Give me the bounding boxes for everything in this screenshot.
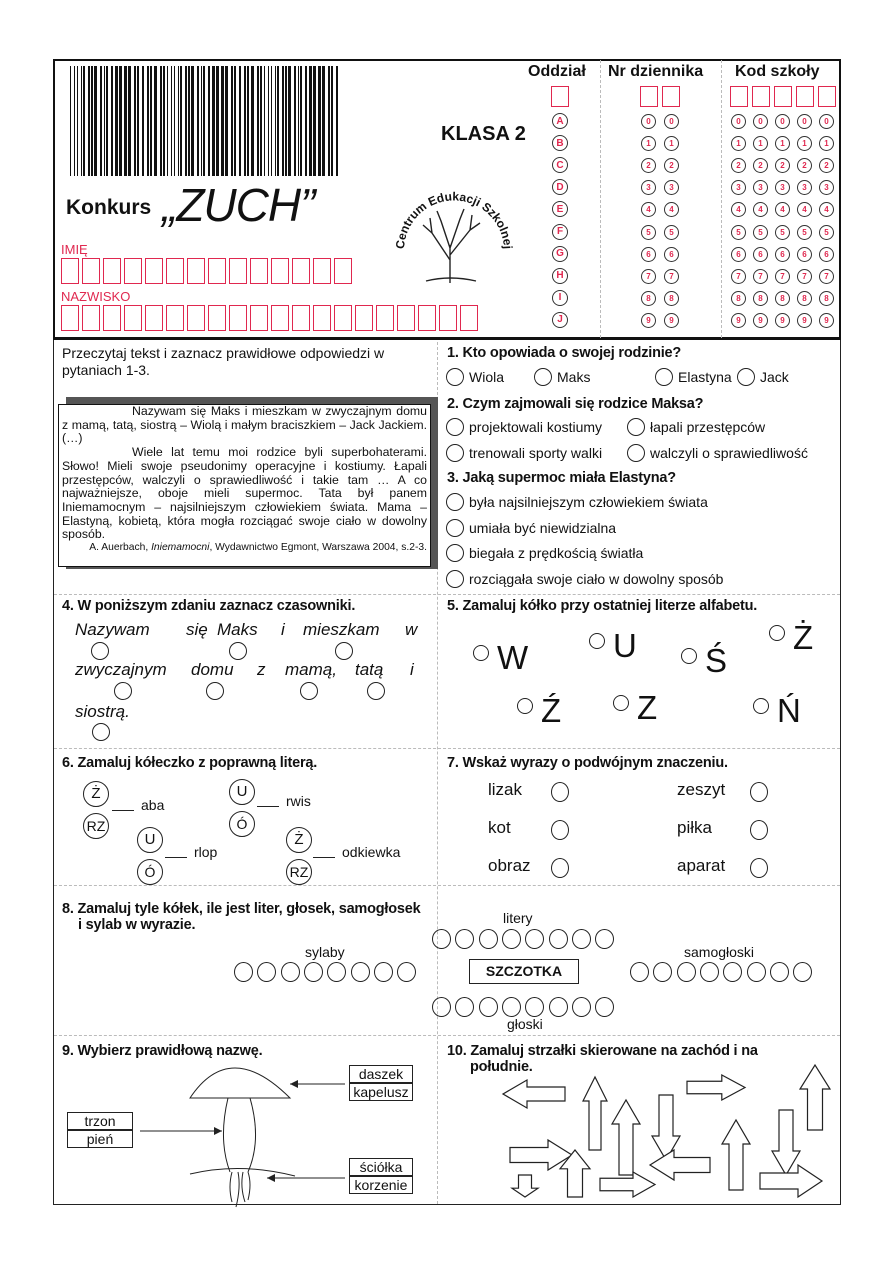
oddzial-option[interactable]: E xyxy=(552,201,568,217)
kod-digit-option[interactable]: 2 xyxy=(797,158,812,173)
letter-option[interactable]: Ó xyxy=(137,859,163,885)
arrow-right-icon[interactable] xyxy=(760,1165,822,1197)
arrow-up-icon[interactable] xyxy=(612,1100,640,1175)
q2-title: 2. Czym zajmowali się rodzice Maksa? xyxy=(447,396,704,412)
kod-digit-option[interactable]: 5 xyxy=(775,225,790,240)
kod-digit-option[interactable]: 5 xyxy=(753,225,768,240)
q4-title: 4. W poniższym zdaniu zaznacz czasowniki. xyxy=(62,598,356,614)
nr-digit-option[interactable]: 8 xyxy=(641,291,656,306)
sentence-word: tatą xyxy=(355,660,384,679)
kod-digit-option[interactable]: 6 xyxy=(797,247,812,262)
q1-option: Elastyna xyxy=(678,369,732,385)
kod-digit-option[interactable]: 4 xyxy=(775,202,790,217)
oddzial-option[interactable]: J xyxy=(552,312,568,328)
letter-option[interactable]: RZ xyxy=(83,813,109,839)
header-nr-dziennika: Nr dziennika xyxy=(608,63,704,80)
header-oddzial: Oddział xyxy=(528,63,586,80)
word-ending: odkiewka xyxy=(342,844,401,860)
nr-digit-option[interactable]: 0 xyxy=(664,114,679,129)
q8-title: 8. Zamaluj tyle kółek, ile jest liter, głosek, samogłosek xyxy=(62,901,421,917)
source-author: A. Auerbach, xyxy=(89,542,152,554)
kod-digit-option[interactable]: 5 xyxy=(731,225,746,240)
arrow-up-icon[interactable] xyxy=(583,1077,607,1150)
class-label: KLASA 2 xyxy=(441,123,526,145)
nr-digit-option[interactable]: 4 xyxy=(641,202,656,217)
last-name-label: NAZWISKO xyxy=(61,289,131,304)
kod-digit-option[interactable]: 9 xyxy=(775,313,790,328)
kod-digit-option[interactable]: 8 xyxy=(819,291,834,306)
q6-title: 6. Zamaluj kółeczko z poprawną literą. xyxy=(62,755,318,771)
kod-digit-option[interactable]: 0 xyxy=(797,114,812,129)
nr-digit-option[interactable]: 6 xyxy=(664,247,679,262)
name-option[interactable]: korzenie xyxy=(349,1176,413,1194)
nr-digit-option[interactable]: 2 xyxy=(641,158,656,173)
word-ending: aba xyxy=(141,797,165,813)
q3-option: rozciągała swoje ciało w dowolny sposób xyxy=(469,570,724,587)
sentence-word: się xyxy=(186,620,208,639)
letter-option[interactable]: U xyxy=(229,779,255,805)
arrow-down-icon[interactable] xyxy=(512,1175,538,1197)
kod-digit-option[interactable]: 4 xyxy=(819,202,834,217)
q5-title: 5. Zamaluj kółko przy ostatniej literze alfabetu. xyxy=(447,598,758,614)
reading-p2: Wiele lat temu moi rodzice byli superbohaterami. Słowo! Mieli swoje pseudonimy operacyjne i kostiumy. Łapali przestępców, walczyli o sprawiedliwość i takie tam … A co najważniejsze, oboje mieli supermoc. Tata był panem Iniemamocnym – najsilniejszym człowiekiem świata. Mama – Elastyną, kobietą, która mogła rozciągać swoje ciało w dowolny sposób. xyxy=(62,445,427,542)
arrow-right-icon[interactable] xyxy=(600,1172,655,1197)
letter-option[interactable]: Ż xyxy=(286,827,312,853)
arrow-left-icon[interactable] xyxy=(650,1150,710,1180)
q9-title: 9. Wybierz prawidłową nazwę. xyxy=(62,1043,263,1059)
nr-digit-option[interactable]: 8 xyxy=(664,291,679,306)
sentence-word: mieszkam xyxy=(303,620,380,639)
kod-digit-option[interactable]: 6 xyxy=(753,247,768,262)
label-litery: litery xyxy=(503,910,533,926)
meaning-word: kot xyxy=(488,818,511,837)
nr-digit-option[interactable]: 5 xyxy=(664,225,679,240)
nr-digit-option[interactable]: 0 xyxy=(641,114,656,129)
kod-digit-option[interactable]: 2 xyxy=(731,158,746,173)
q1-option: Wiola xyxy=(469,369,505,385)
kod-digit-option[interactable]: 9 xyxy=(753,313,768,328)
oddzial-option[interactable]: C xyxy=(552,157,568,173)
intro-text: Przeczytaj tekst i zaznacz prawidłowe odpowiedzi w pytaniach 1-3. xyxy=(62,345,385,378)
kod-digit-option[interactable]: 0 xyxy=(775,114,790,129)
sentence-word: i xyxy=(281,620,285,639)
letter-option[interactable]: U xyxy=(137,827,163,853)
kod-digit-option[interactable]: 5 xyxy=(797,225,812,240)
sentence-word: domu xyxy=(191,660,234,679)
word-box: SZCZOTKA xyxy=(469,959,579,984)
kod-digit-option[interactable]: 0 xyxy=(753,114,768,129)
q3-option: biegała z prędkością światła xyxy=(469,545,644,561)
kod-digit-option[interactable]: 7 xyxy=(775,269,790,284)
word-ending: rwis xyxy=(286,793,311,809)
arrow-down-icon[interactable] xyxy=(652,1095,680,1160)
kod-digit-option[interactable]: 7 xyxy=(731,269,746,284)
sentence-word: i xyxy=(410,660,414,679)
q1-option: Maks xyxy=(557,369,591,385)
q1-option: Jack xyxy=(760,369,789,385)
nr-digit-option[interactable]: 9 xyxy=(664,313,679,328)
q3-option: była najsilniejszym człowiekiem świata xyxy=(469,494,708,510)
q2-option: walczyli o sprawiedliwość xyxy=(650,445,808,461)
oddzial-option[interactable]: H xyxy=(552,268,568,284)
oddzial-option[interactable]: I xyxy=(552,290,568,306)
nr-digit-option[interactable]: 3 xyxy=(664,180,679,195)
kod-digit-option[interactable]: 3 xyxy=(819,180,834,195)
sentence-word: zwyczajnym xyxy=(75,660,167,679)
nr-digit-option[interactable]: 2 xyxy=(664,158,679,173)
q10-title: 10. Zamaluj strzałki skierowane na zachód i na xyxy=(447,1043,758,1059)
kod-digit-option[interactable]: 1 xyxy=(819,136,834,151)
nr-digit-option[interactable]: 4 xyxy=(664,202,679,217)
alphabet-letter: Ń xyxy=(777,692,801,729)
nr-digit-option[interactable]: 6 xyxy=(641,247,656,262)
contest-name: „ZUCH” xyxy=(162,179,315,231)
contest-label: Konkurs xyxy=(66,196,152,219)
reading-p1: Nazywam się Maks i mieszkam w zwyczajnym domu z mamą, tatą, siostrą – Wiolą i małym braciszkiem – Jack Jackiem. (…) xyxy=(62,404,427,446)
kod-digit-option[interactable]: 8 xyxy=(753,291,768,306)
sentence-word: mamą, xyxy=(285,660,337,679)
kod-digit-option[interactable]: 0 xyxy=(731,114,746,129)
kod-digit-option[interactable]: 9 xyxy=(797,313,812,328)
alphabet-letter: Ź xyxy=(541,692,562,729)
oddzial-option[interactable]: B xyxy=(552,135,568,151)
arrow-left-icon[interactable] xyxy=(503,1080,565,1108)
oddzial-option[interactable]: G xyxy=(552,246,568,262)
sentence-word: z xyxy=(257,660,266,679)
first-name-label: IMIĘ xyxy=(61,242,88,257)
kod-digit-option[interactable]: 1 xyxy=(775,136,790,151)
nr-digit-option[interactable]: 1 xyxy=(664,136,679,151)
meaning-word: zeszyt xyxy=(677,780,726,799)
alphabet-letter: W xyxy=(497,639,529,676)
logo-text-path: Centrum Edukacji Szkolnej xyxy=(392,189,515,250)
oddzial-option[interactable]: A xyxy=(552,113,568,129)
sentence-word: Maks xyxy=(217,620,258,639)
alphabet-letter: Ś xyxy=(705,642,728,679)
kod-digit-option[interactable]: 7 xyxy=(753,269,768,284)
meaning-word: piłka xyxy=(677,818,712,837)
source-title: Iniemamocni xyxy=(151,542,210,554)
nr-digit-option[interactable]: 9 xyxy=(641,313,656,328)
nr-digit-option[interactable]: 1 xyxy=(641,136,656,151)
sentence-word: Nazywam xyxy=(75,620,150,639)
q1-title: 1. Kto opowiada o swojej rodzinie? xyxy=(447,345,682,361)
kod-digit-option[interactable]: 4 xyxy=(753,202,768,217)
kod-digit-option[interactable]: 1 xyxy=(731,136,746,151)
kod-digit-option[interactable]: 3 xyxy=(731,180,746,195)
name-option[interactable]: ściółka xyxy=(349,1158,413,1176)
meaning-word: obraz xyxy=(488,856,531,875)
nr-digit-option[interactable]: 5 xyxy=(641,225,656,240)
kod-digit-option[interactable]: 5 xyxy=(819,225,834,240)
kod-digit-option[interactable]: 6 xyxy=(731,247,746,262)
sentence-word: siostrą. xyxy=(75,702,130,721)
kod-digit-option[interactable]: 1 xyxy=(753,136,768,151)
nr-digit-option[interactable]: 7 xyxy=(641,269,656,284)
q7-title: 7. Wskaż wyrazy o podwójnym znaczeniu. xyxy=(447,755,728,771)
q2-option: trenowali sporty walki xyxy=(469,445,603,461)
meaning-word: lizak xyxy=(488,780,523,799)
header-kod-szkoly: Kod szkoły xyxy=(735,63,820,80)
kod-digit-option[interactable]: 9 xyxy=(819,313,834,328)
alphabet-letter: Ż xyxy=(793,619,814,656)
alphabet-letter: Z xyxy=(637,689,658,726)
label-samogloski: samogłoski xyxy=(684,944,755,960)
name-option[interactable]: trzon xyxy=(67,1112,133,1130)
meaning-word: aparat xyxy=(677,856,726,875)
label-sylaby: sylaby xyxy=(305,944,345,960)
kod-digit-option[interactable]: 6 xyxy=(819,247,834,262)
source-rest: , Wydawnictwo Egmont, Warszawa 2004, s.2-3. xyxy=(209,542,427,554)
oddzial-option[interactable]: D xyxy=(552,179,568,195)
alphabet-letter: U xyxy=(613,627,637,664)
name-option[interactable]: pień xyxy=(67,1130,133,1148)
nr-digit-option[interactable]: 3 xyxy=(641,180,656,195)
kod-digit-option[interactable]: 2 xyxy=(819,158,834,173)
letter-option[interactable]: Ó xyxy=(229,811,255,837)
kod-digit-option[interactable]: 2 xyxy=(753,158,768,173)
nr-digit-option[interactable]: 7 xyxy=(664,269,679,284)
kod-digit-option[interactable]: 3 xyxy=(753,180,768,195)
kod-digit-option[interactable]: 2 xyxy=(775,158,790,173)
letter-option[interactable]: Ż xyxy=(83,781,109,807)
kod-digit-option[interactable]: 4 xyxy=(731,202,746,217)
q2-option: łapali przestępców xyxy=(650,419,766,435)
arrow-up-icon[interactable] xyxy=(722,1120,750,1190)
kod-digit-option[interactable]: 7 xyxy=(797,269,812,284)
kod-digit-option[interactable]: 3 xyxy=(775,180,790,195)
kod-digit-option[interactable]: 4 xyxy=(797,202,812,217)
kod-digit-option[interactable]: 0 xyxy=(819,114,834,129)
q3-title: 3. Jaką supermoc miała Elastyna? xyxy=(447,470,676,486)
name-option[interactable]: kapelusz xyxy=(349,1083,413,1101)
q3-option: umiała być niewidzialna xyxy=(469,519,617,536)
kod-digit-option[interactable]: 8 xyxy=(731,291,746,306)
letter-option[interactable]: RZ xyxy=(286,859,312,885)
q10-title-2: południe. xyxy=(470,1059,533,1075)
q2-option: projektowali kostiumy xyxy=(469,419,603,435)
arrow-right-icon[interactable] xyxy=(687,1075,745,1100)
label-gloski: głoski xyxy=(507,1016,543,1032)
kod-digit-option[interactable]: 8 xyxy=(797,291,812,306)
arrow-down-icon[interactable] xyxy=(772,1110,800,1175)
kod-digit-option[interactable]: 9 xyxy=(731,313,746,328)
kod-digit-option[interactable]: 1 xyxy=(797,136,812,151)
kod-digit-option[interactable]: 7 xyxy=(819,269,834,284)
arrow-up-icon[interactable] xyxy=(800,1065,830,1130)
word-ending: rlop xyxy=(194,844,218,860)
q8-title-2: i sylab w wyrazie. xyxy=(78,917,196,933)
sentence-word: w xyxy=(405,620,418,639)
oddzial-option[interactable]: F xyxy=(552,224,568,240)
name-option[interactable]: daszek xyxy=(349,1065,413,1083)
kod-digit-option[interactable]: 8 xyxy=(775,291,790,306)
kod-digit-option[interactable]: 3 xyxy=(797,180,812,195)
kod-digit-option[interactable]: 6 xyxy=(775,247,790,262)
